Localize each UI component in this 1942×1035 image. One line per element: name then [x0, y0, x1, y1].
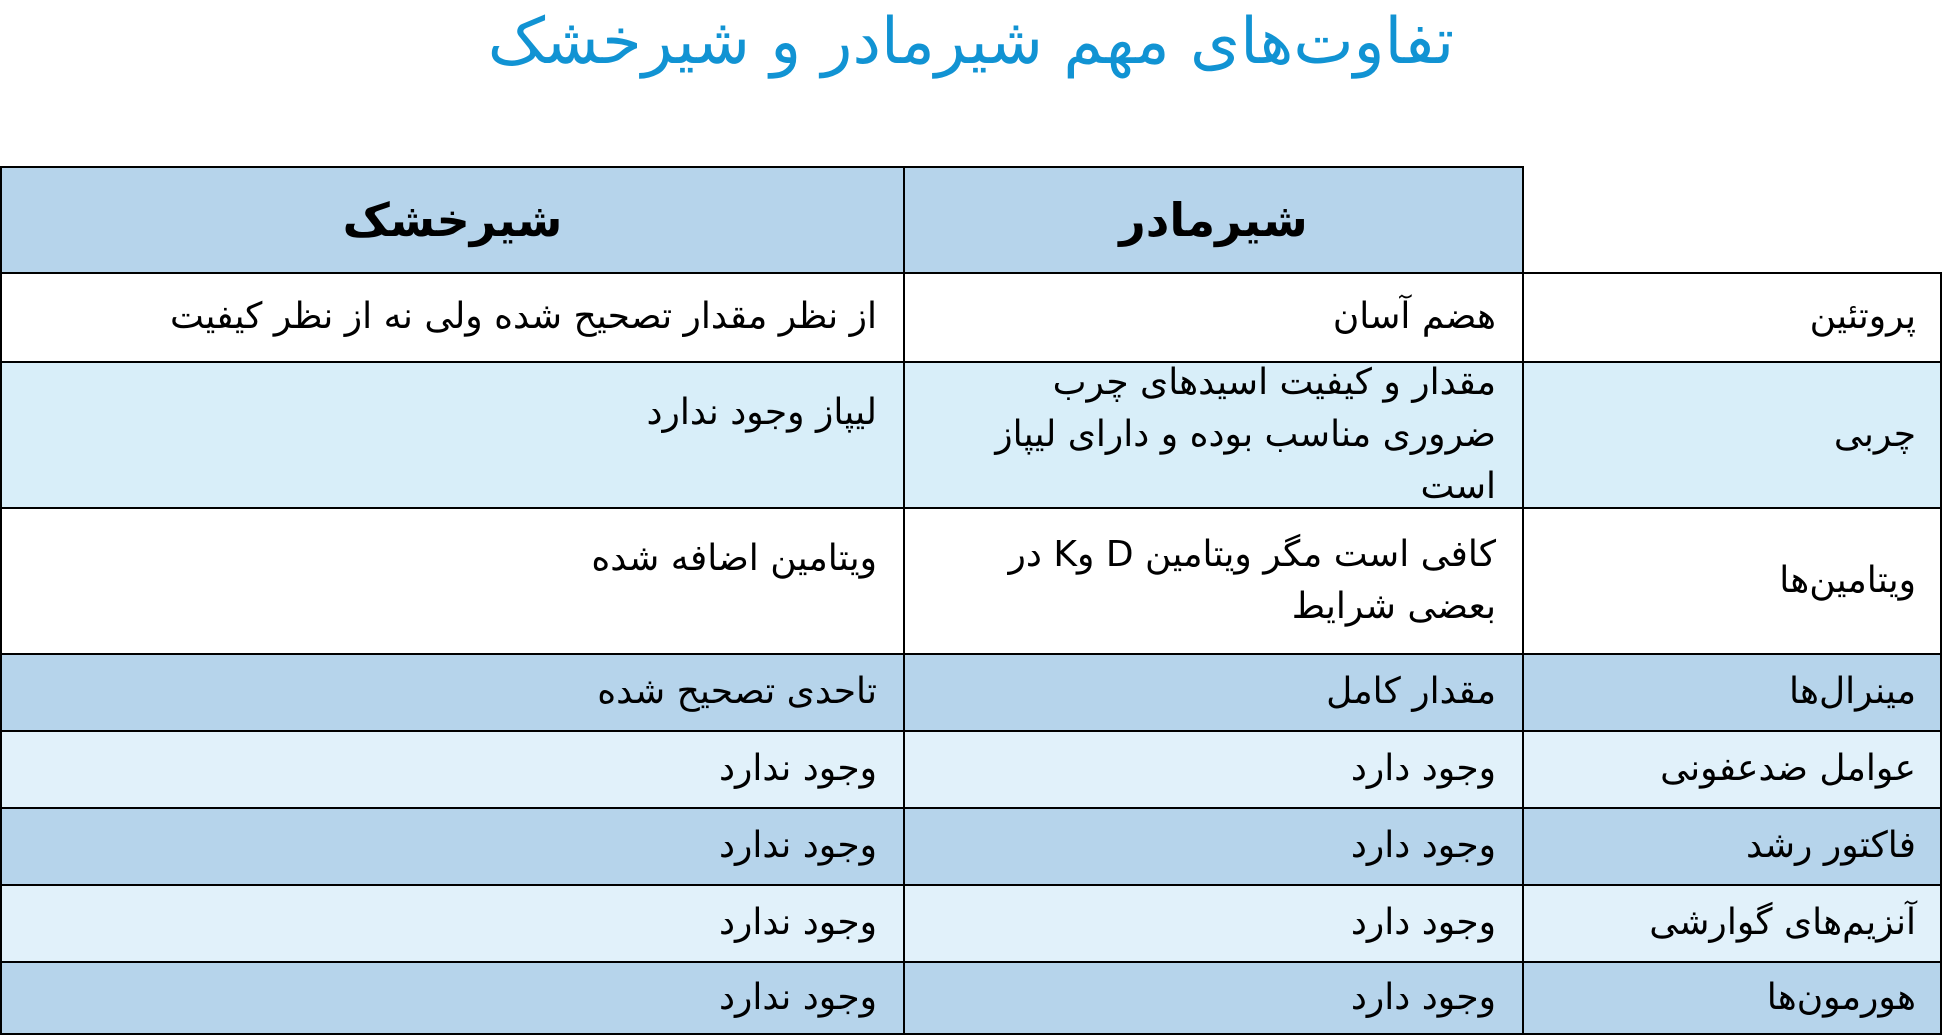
- cell-text: لیپاز وجود ندارد: [646, 392, 877, 433]
- header-breast-milk-label: شیرمادر: [1119, 192, 1308, 247]
- row-label-vitamins: [1522, 507, 1942, 655]
- cell-formula-anti-infective: [0, 730, 905, 809]
- row-label-growth-factor: [1522, 807, 1942, 886]
- row-label-text: ویتامین‌ها: [1779, 559, 1916, 601]
- cell-breast-milk-protein: [903, 272, 1524, 363]
- row-label-text: عوامل ضدعفونی: [1660, 748, 1916, 790]
- row-label-digestive-enzymes: [1522, 884, 1942, 963]
- cell-text: هضم آسان: [1332, 296, 1496, 338]
- cell-text: وجود ندارد: [718, 825, 877, 867]
- cell-text: وجود دارد: [1350, 902, 1496, 944]
- cell-text: ویتامین اضافه شده: [591, 538, 877, 579]
- cell-text: وجود دارد: [1350, 976, 1496, 1018]
- row-label-text: آنزیم‌های گوارشی: [1649, 902, 1916, 944]
- row-label-text: پروتئین: [1809, 296, 1916, 338]
- row-label-text: هورمون‌ها: [1766, 976, 1916, 1018]
- cell-text: از نظر مقدار تصحیح شده ولی نه از نظر کیفیت: [170, 296, 877, 338]
- cell-formula-digestive-enzymes: [0, 884, 905, 963]
- row-label-hormones: [1522, 961, 1942, 1035]
- cell-text: وجود ندارد: [718, 976, 877, 1018]
- cell-text: وجود ندارد: [718, 748, 877, 790]
- cell-text: وجود دارد: [1350, 825, 1496, 867]
- cell-text: وجود ندارد: [718, 902, 877, 944]
- row-label-anti-infective: [1522, 730, 1942, 809]
- cell-formula-minerals: [0, 653, 905, 732]
- row-label-text: چربی: [1833, 413, 1916, 455]
- cell-breast-milk-digestive-enzymes: [903, 884, 1524, 963]
- header-formula-label: شیرخشک: [342, 192, 563, 247]
- cell-formula-fat: [0, 361, 905, 509]
- row-label-fat: [1522, 361, 1942, 509]
- cell-breast-milk-hormones: [903, 961, 1524, 1035]
- cell-formula-hormones: [0, 961, 905, 1035]
- cell-breast-milk-vitamins: [903, 507, 1524, 655]
- row-label-text: مینرال‌ها: [1789, 671, 1916, 713]
- header-breast-milk: [903, 166, 1524, 274]
- cell-formula-growth-factor: [0, 807, 905, 886]
- page-title: تفاوت‌های مهم شیرمادر و شیرخشک: [487, 5, 1455, 79]
- row-label-minerals: [1522, 653, 1942, 732]
- row-label-text: فاکتور رشد: [1745, 825, 1916, 867]
- cell-text: کافی است مگر ویتامین D وK در بعضی شرایط: [1008, 533, 1496, 627]
- cell-text: مقدار کامل: [1326, 671, 1496, 713]
- cell-text: تاحدی تصحیح شده: [597, 671, 877, 713]
- cell-breast-milk-minerals: [903, 653, 1524, 732]
- header-formula: [0, 166, 905, 274]
- row-label-protein: [1522, 272, 1942, 363]
- cell-text: وجود دارد: [1350, 748, 1496, 790]
- cell-formula-vitamins: [0, 507, 905, 655]
- cell-breast-milk-anti-infective: [903, 730, 1524, 809]
- cell-breast-milk-fat: [903, 361, 1524, 509]
- cell-text: مقدار و کیفیت اسیدهای چرب ضروری مناسب بوده و دارای لیپاز است: [995, 361, 1496, 508]
- cell-formula-protein: [0, 272, 905, 363]
- cell-breast-milk-growth-factor: [903, 807, 1524, 886]
